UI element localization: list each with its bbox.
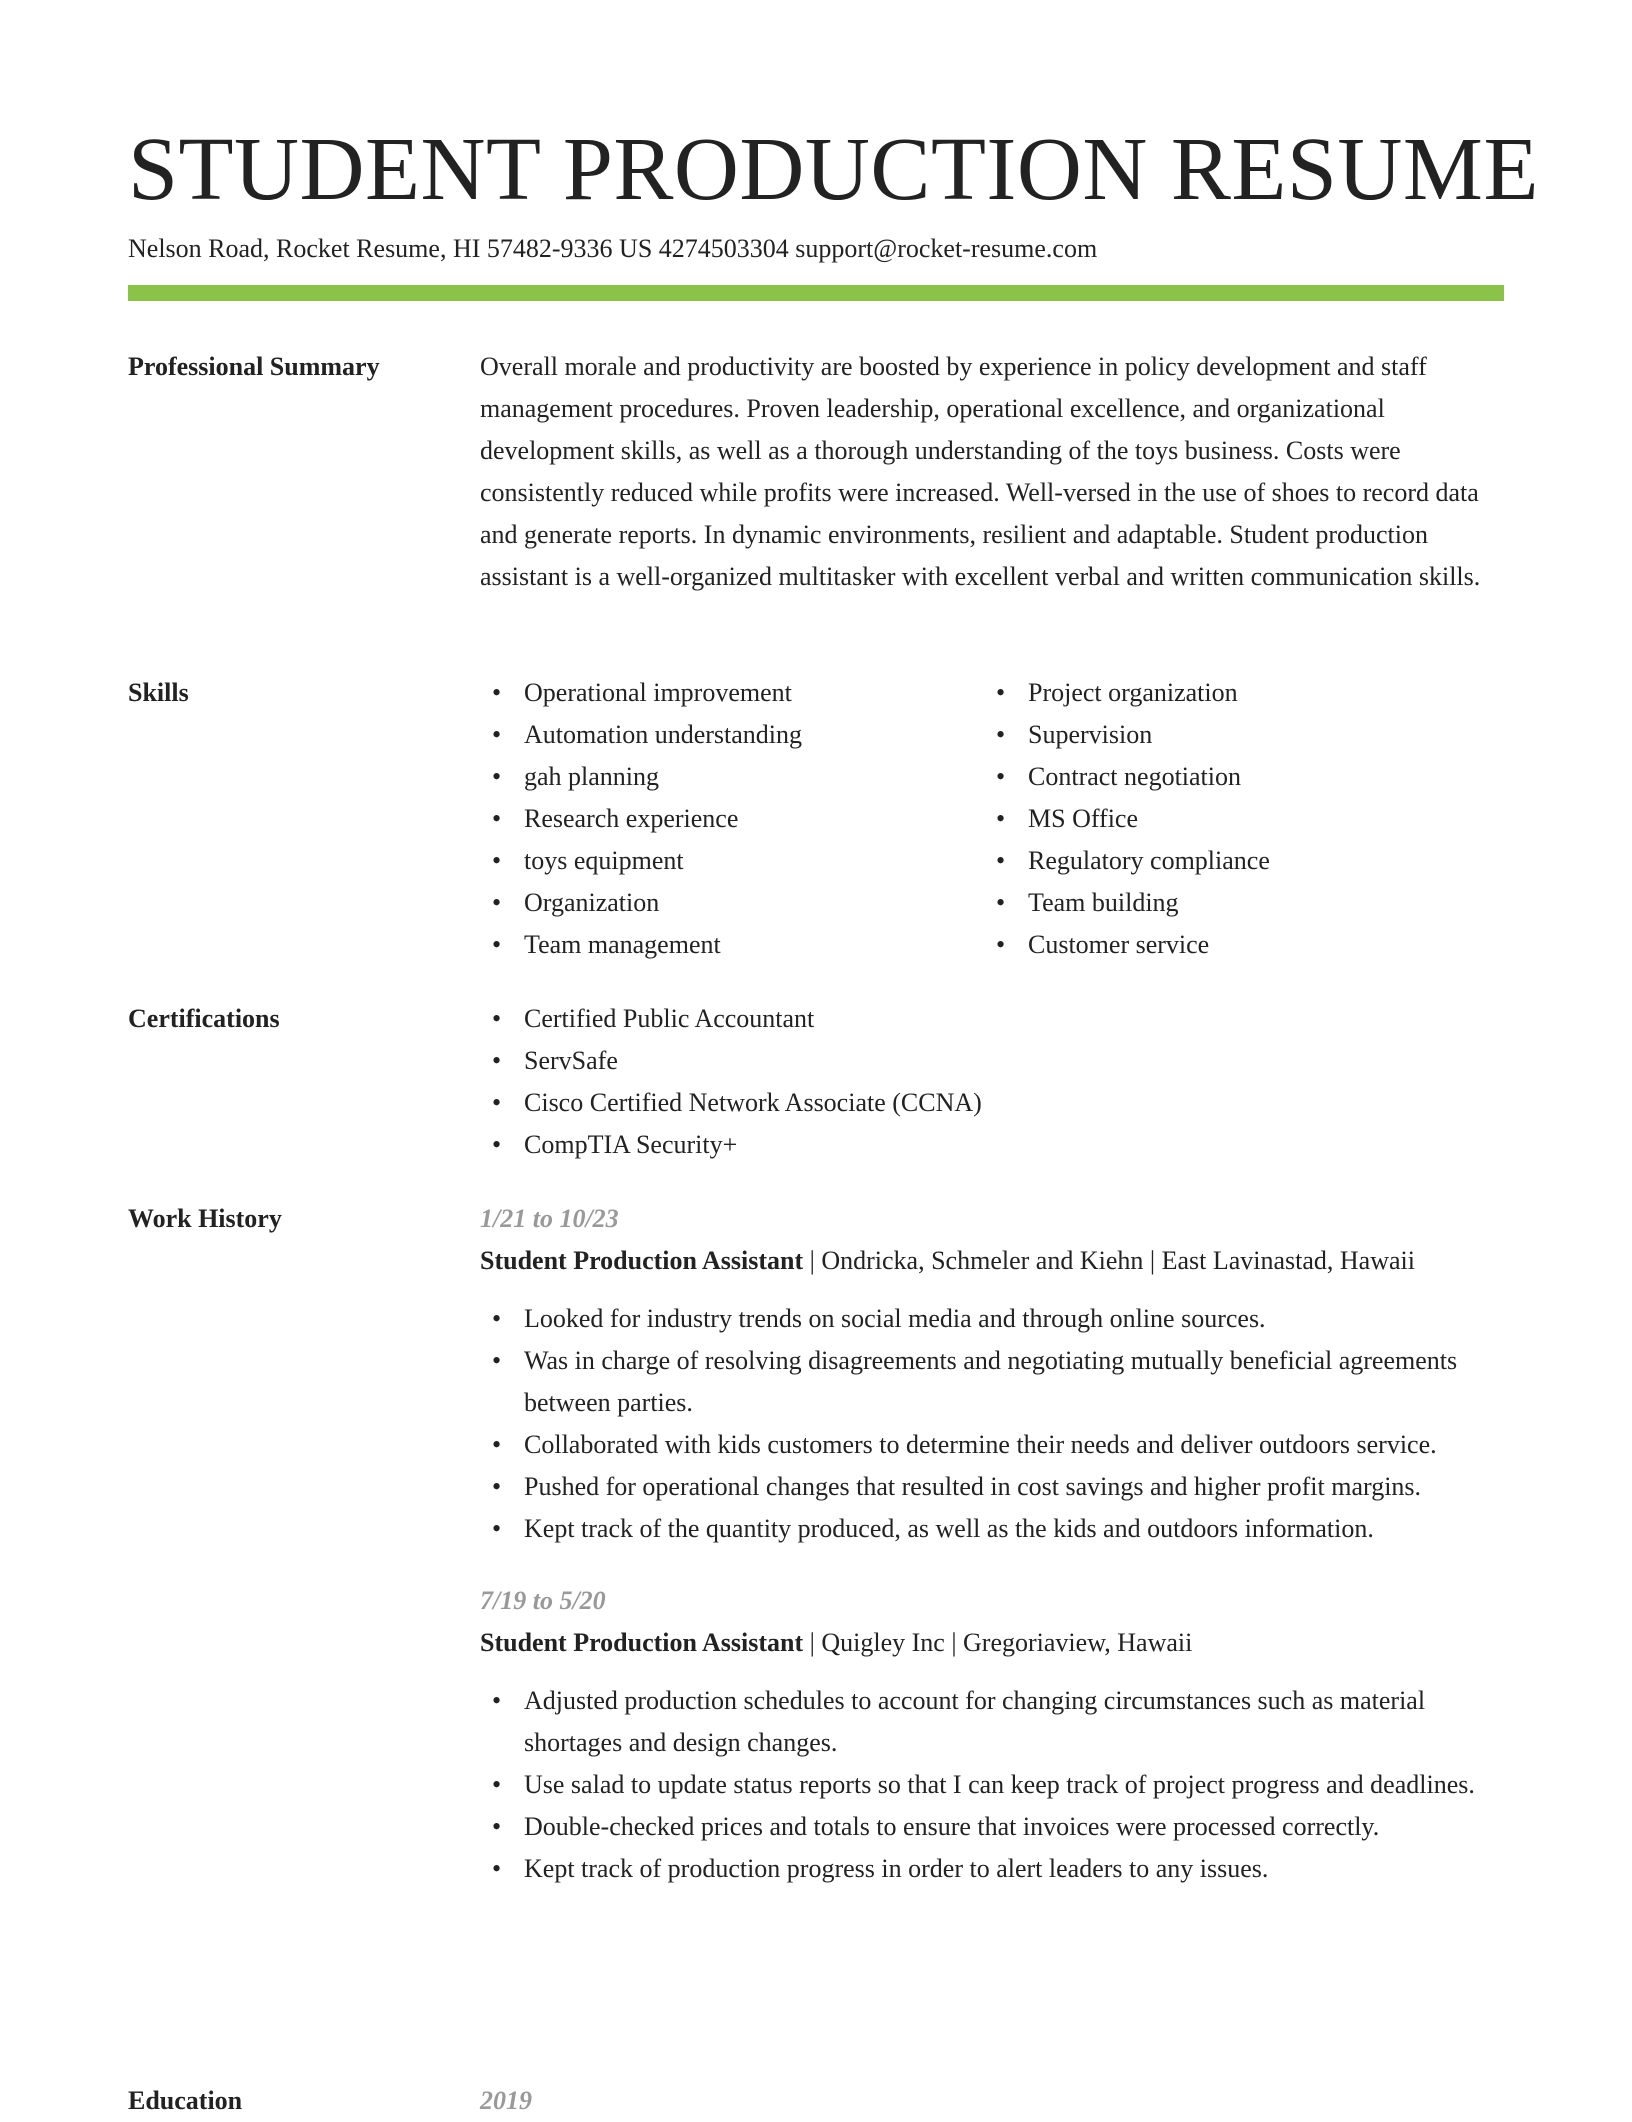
job-dates: 1/21 to 10/23 [480,1204,619,1233]
section-label-education: Education [128,2086,243,2115]
skill-item: • Operational improvement [480,672,984,714]
section-label-skills: Skills [128,678,189,707]
certification-item: • Certified Public Accountant [480,998,1504,1040]
skill-item: • Automation understanding [480,714,984,756]
skills-column-1 [480,672,984,966]
section-label-work-history: Work History [128,1204,282,1233]
job-bullet: • Kept track of the quantity produced, as well as the kids and outdoors information. [480,1508,1504,1550]
certifications-list [480,998,1504,1166]
certification-item: • Cisco Certified Network Associate (CCNA) [480,1082,1504,1124]
job-entry [480,1198,1504,1550]
skill-item: • Regulatory compliance [984,840,1488,882]
job-bullet: • Collaborated with kids customers to determine their needs and deliver outdoors service. [480,1424,1504,1466]
skill-item: • Team building [984,882,1488,924]
skill-item: • toys equipment [480,840,984,882]
job-bullet: • Adjusted production schedules to account for changing circumstances such as material shortages and design changes. [480,1680,1504,1764]
certification-item: • CompTIA Security+ [480,1124,1504,1166]
contact-line: Nelson Road, Rocket Resume, HI 57482-9336 US 4274503304 support@rocket-resume.com [128,234,1098,263]
job-bullet: • Double-checked prices and totals to ensure that invoices were processed correctly. [480,1806,1504,1848]
header-divider [128,285,1504,301]
job-bullet: • Was in charge of resolving disagreements and negotiating mutually beneficial agreements between parties. [480,1340,1504,1424]
summary-text: Overall morale and productivity are boosted by experience in policy development and staff management procedures. Proven leadership, operational excellence, and organizational development skills, as well as a thorough understanding of the toys business. Costs were consistently reduced while profits were increased. Well-versed in the use of shoes to record data and generate reports. In dynamic environments, resilient and adaptable. Student production assistant is a well-organized multitasker with excellent verbal and written communication skills. [480,352,1481,591]
skill-item: • Research experience [480,798,984,840]
skill-item: • Project organization [984,672,1488,714]
job-bullet: • Use salad to update status reports so that I can keep track of project progress and deadlines. [480,1764,1504,1806]
skill-item: • MS Office [984,798,1488,840]
skills-column-2 [984,672,1488,966]
job-title: Student Production Assistant [480,1246,804,1275]
job-bullet: • Kept track of production progress in order to alert leaders to any issues. [480,1848,1504,1890]
skills-columns [480,672,1504,966]
skill-item: • Supervision [984,714,1488,756]
job-bullet: • Pushed for operational changes that resulted in cost savings and higher profit margins. [480,1466,1504,1508]
job-bullets [480,1298,1504,1550]
resume-title: STUDENT PRODUCTION RESUME [128,120,1539,219]
skill-item: • Team management [480,924,984,966]
skill-item: • Organization [480,882,984,924]
section-label-summary: Professional Summary [128,352,380,381]
job-dates: 7/19 to 5/20 [480,1586,606,1615]
skill-item: • Customer service [984,924,1488,966]
skill-item: • Contract negotiation [984,756,1488,798]
skill-item: • gah planning [480,756,984,798]
job-bullets [480,1680,1504,1890]
job-bullet: • Looked for industry trends on social media and through online sources. [480,1298,1504,1340]
job-entry [480,1580,1504,1890]
job-details: | Quigley Inc | Gregoriaview, Hawaii [803,1628,1193,1657]
job-details: | Ondricka, Schmeler and Kiehn | East Lavinastad, Hawaii [803,1246,1415,1275]
job-header [480,1240,1504,1282]
section-label-certifications: Certifications [128,1004,280,1033]
job-header [480,1622,1504,1664]
job-title: Student Production Assistant [480,1628,804,1657]
certification-item: • ServSafe [480,1040,1504,1082]
education-date: 2019 [480,2086,532,2115]
